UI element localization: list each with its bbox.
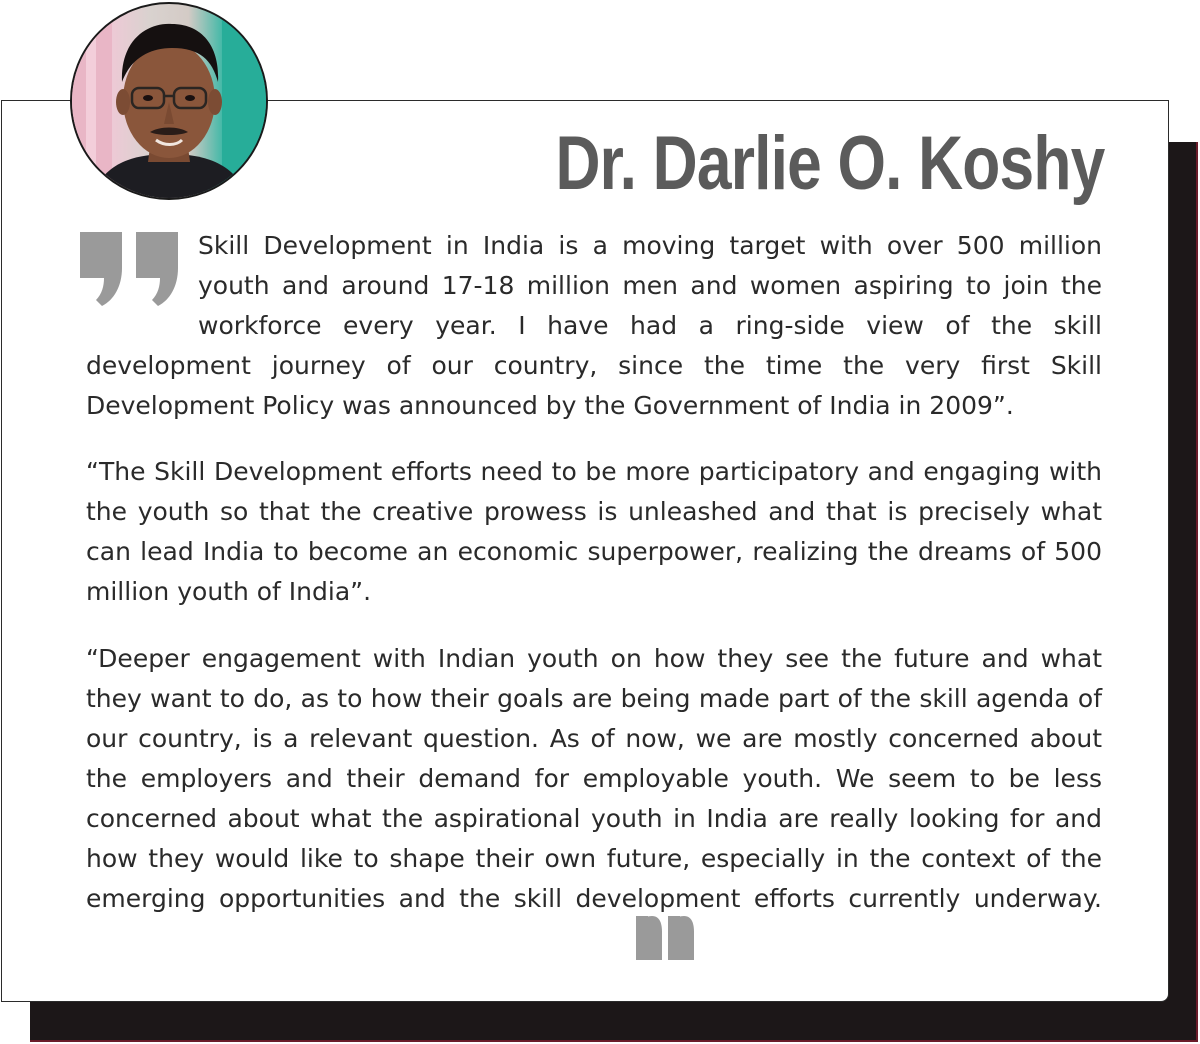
quote-paragraph-1-text: Skill Development in India is a moving target with over 500 million youth and around 17-18 million men and women aspiring to join the workforce every year. I have had a ring-side view of the skill development journey of our country, since the time the very first Skill Development Policy was announced by the Government of India in 2009”. bbox=[86, 231, 1102, 420]
close-quote-icon bbox=[634, 916, 696, 960]
close-quote-spacer bbox=[86, 927, 156, 947]
avatar bbox=[70, 2, 268, 200]
quote-paragraph-3-text: “Deeper engagement with Indian youth on how they see the future and what they want to do, as to how their goals are being made part of the skill agenda of our country, is a relevant question. As of now, we are mostly concerned about the employers and their demand for employable youth. We seem to be less concerned about what the aspirational youth in India are really looking for and how they would like to shape their own future, especially in the context of the emerging opportunities and the skill development efforts currently underway. bbox=[86, 644, 1102, 913]
quote-paragraph-2 bbox=[86, 452, 1102, 612]
quote-paragraph-3 bbox=[86, 639, 1102, 959]
speaker-name: Dr. Darlie O. Koshy bbox=[555, 121, 1104, 206]
quote-paragraph-2-text: “The Skill Development efforts need to be more participatory and engaging with the youth so that the creative prowess is unleashed and that is precisely what can lead India to become an economic superpower, realizing the dreams of 500 million youth of India”. bbox=[86, 457, 1102, 606]
quote-paragraph-1 bbox=[86, 226, 1102, 426]
quote-indent bbox=[86, 226, 198, 342]
portrait-photo bbox=[72, 4, 266, 198]
